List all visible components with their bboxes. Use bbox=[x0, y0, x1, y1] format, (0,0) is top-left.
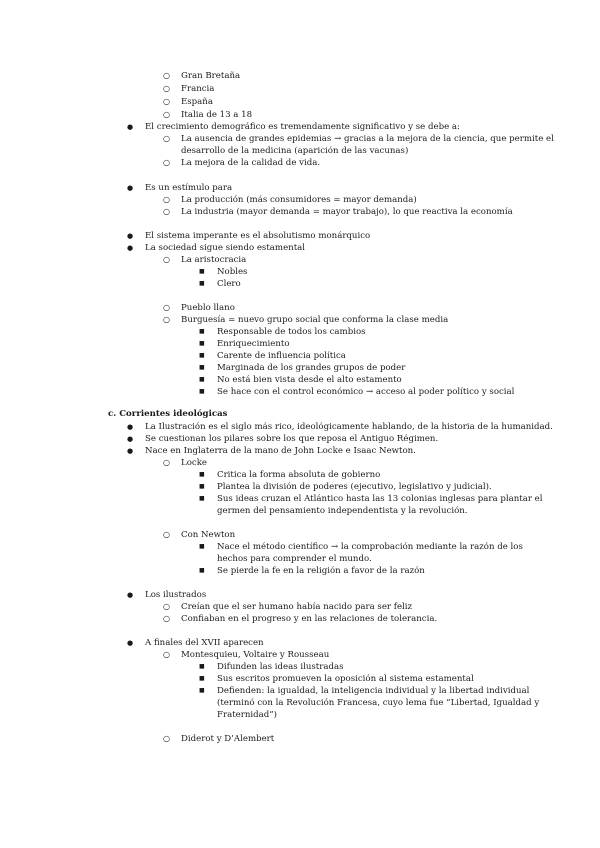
bullet-level-3-icon: ■ bbox=[199, 543, 205, 550]
bullet-level-3-icon: ■ bbox=[199, 268, 205, 275]
list-item-text: España bbox=[181, 97, 213, 107]
bullet-level-2-icon: ○ bbox=[163, 650, 170, 659]
list-item-text-continued: (terminó con la Revolución Francesa, cuyo lema fue “Libertad, Igualdad y bbox=[217, 698, 540, 708]
bullet-level-3-icon: ■ bbox=[199, 567, 205, 574]
list-item-text: Creían que el ser humano había nacido para ser feliz bbox=[181, 602, 413, 612]
bullet-level-1-icon: ● bbox=[127, 591, 134, 599]
bullet-level-2-icon: ○ bbox=[163, 110, 170, 119]
bullet-level-3-icon: ■ bbox=[199, 376, 205, 383]
bullet-level-1-icon: ● bbox=[127, 435, 134, 443]
list-item-text: Clero bbox=[217, 279, 241, 289]
bullet-level-2-icon: ○ bbox=[163, 458, 170, 467]
list-item-text: Diderot y D’Alembert bbox=[181, 734, 275, 744]
bullet-level-3-icon: ■ bbox=[199, 471, 205, 478]
list-item-text: Es un estímulo para bbox=[145, 183, 233, 193]
list-item-text: La industria (mayor demanda = mayor trabajo), lo que reactiva la economía bbox=[181, 207, 513, 217]
bullet-level-3-icon: ■ bbox=[199, 495, 205, 502]
bullet-level-1-icon: ● bbox=[127, 184, 134, 192]
list-item-text: El sistema imperante es el absolutismo monárquico bbox=[145, 231, 371, 241]
list-item-text: Confiaban en el progreso y en las relaciones de tolerancia. bbox=[181, 614, 438, 624]
list-item-text: Nace en Inglaterra de la mano de John Locke e Isaac Newton. bbox=[145, 446, 416, 456]
bullet-level-1-icon: ● bbox=[127, 123, 134, 131]
bullet-level-3-icon: ■ bbox=[199, 352, 205, 359]
bullet-level-3-icon: ■ bbox=[199, 687, 205, 694]
bullet-level-1-icon: ● bbox=[127, 447, 134, 455]
bullet-level-3-icon: ■ bbox=[199, 483, 205, 490]
list-item-text: Plantea la división de poderes (ejecutivo, legislativo y judicial). bbox=[217, 482, 492, 492]
bullet-level-2-icon: ○ bbox=[163, 734, 170, 743]
bullet-level-2-icon: ○ bbox=[163, 134, 170, 143]
list-item-text: Sus ideas cruzan el Atlántico hasta las 13 colonias inglesas para plantar el bbox=[217, 494, 543, 504]
bullet-level-2-icon: ○ bbox=[163, 614, 170, 623]
bullet-level-3-icon: ■ bbox=[199, 340, 205, 347]
list-item-text: Locke bbox=[181, 458, 207, 468]
bullet-level-3-icon: ■ bbox=[199, 675, 205, 682]
list-item-text: Enriquecimiento bbox=[217, 339, 290, 349]
bullet-level-1-icon: ● bbox=[127, 244, 134, 252]
bullet-level-2-icon: ○ bbox=[163, 84, 170, 93]
bullet-level-1-icon: ● bbox=[127, 639, 134, 647]
bullet-level-2-icon: ○ bbox=[163, 315, 170, 324]
list-item-text: Burguesía = nuevo grupo social que conforma la clase media bbox=[181, 315, 449, 325]
list-item-text: Se pierde la fe en la religión a favor de la razón bbox=[217, 566, 425, 576]
bullet-level-2-icon: ○ bbox=[163, 207, 170, 216]
list-item-text: Gran Bretaña bbox=[181, 71, 241, 81]
bullet-level-2-icon: ○ bbox=[163, 255, 170, 264]
list-item-text: Pueblo llano bbox=[181, 303, 235, 313]
list-item-text: No está bien vista desde el alto estamento bbox=[217, 375, 402, 385]
list-item-text: Nobles bbox=[217, 267, 248, 277]
list-item-text: Responsable de todos los cambios bbox=[217, 327, 366, 337]
list-item-text: Critica la forma absoluta de gobierno bbox=[217, 470, 381, 480]
list-item-text-continued: Fraternidad”) bbox=[217, 710, 277, 720]
list-item-text: La producción (más consumidores = mayor demanda) bbox=[181, 195, 417, 205]
list-item-text: Se hace con el control económico → acceso al poder político y social bbox=[217, 387, 515, 397]
bullet-level-1-icon: ● bbox=[127, 232, 134, 240]
list-item-text: A finales del XVII aparecen bbox=[145, 638, 264, 648]
list-item-text: Montesquieu, Voltaire y Rousseau bbox=[181, 650, 330, 660]
bullet-level-2-icon: ○ bbox=[163, 97, 170, 106]
bullet-level-2-icon: ○ bbox=[163, 158, 170, 167]
list-item-text: Italia de 13 a 18 bbox=[181, 110, 253, 120]
bullet-level-2-icon: ○ bbox=[163, 530, 170, 539]
list-item-text: La aristocracia bbox=[181, 255, 247, 265]
list-item-text: Carente de influencia política bbox=[217, 351, 346, 361]
bullet-level-3-icon: ■ bbox=[199, 328, 205, 335]
bullet-level-3-icon: ■ bbox=[199, 280, 205, 287]
list-item-text: La mejora de la calidad de vida. bbox=[181, 158, 321, 168]
list-item-text: El crecimiento demográfico es tremendamente significativo y se debe a: bbox=[145, 122, 460, 132]
list-item-text: La ausencia de grandes epidemias → gracias a la mejora de la ciencia, que permite el bbox=[181, 134, 554, 144]
list-item-text: Con Newton bbox=[181, 530, 236, 540]
list-item-text-continued: hechos para comprender el mundo. bbox=[217, 554, 372, 564]
list-item-text-continued: germen del pensamiento independentista y la revolución. bbox=[217, 506, 468, 516]
bullet-level-3-icon: ■ bbox=[199, 663, 205, 670]
list-item-text: Francia bbox=[181, 84, 215, 94]
bullet-level-2-icon: ○ bbox=[163, 602, 170, 611]
list-item-text: La Ilustración es el siglo más rico, ideológicamente hablando, de la historia de la humanidad. bbox=[145, 422, 553, 432]
list-item-text: Los ilustrados bbox=[145, 590, 207, 600]
list-item-text: Nace el método científico → la comprobación mediante la razón de los bbox=[217, 542, 523, 552]
bullet-level-2-icon: ○ bbox=[163, 195, 170, 204]
bullet-level-3-icon: ■ bbox=[199, 364, 205, 371]
list-item-text: Marginada de los grandes grupos de poder bbox=[217, 363, 406, 373]
section-heading: c. Corrientes ideológicas bbox=[108, 409, 228, 419]
bullet-level-2-icon: ○ bbox=[163, 71, 170, 80]
bullet-level-2-icon: ○ bbox=[163, 303, 170, 312]
list-item-text-continued: desarrollo de la medicina (aparición de las vacunas) bbox=[181, 146, 409, 156]
list-item-text: Difunden las ideas ilustradas bbox=[217, 662, 344, 672]
list-item-text: Se cuestionan los pilares sobre los que reposa el Antiguo Régimen. bbox=[145, 434, 439, 444]
list-item-text: Defienden: la igualdad, la inteligencia individual y la libertad individual bbox=[217, 686, 530, 696]
list-item-text: Sus escritos promueven la oposición al sistema estamental bbox=[217, 674, 474, 684]
bullet-level-1-icon: ● bbox=[127, 423, 134, 431]
list-item-text: La sociedad sigue siendo estamental bbox=[145, 243, 306, 253]
bullet-level-3-icon: ■ bbox=[199, 388, 205, 395]
